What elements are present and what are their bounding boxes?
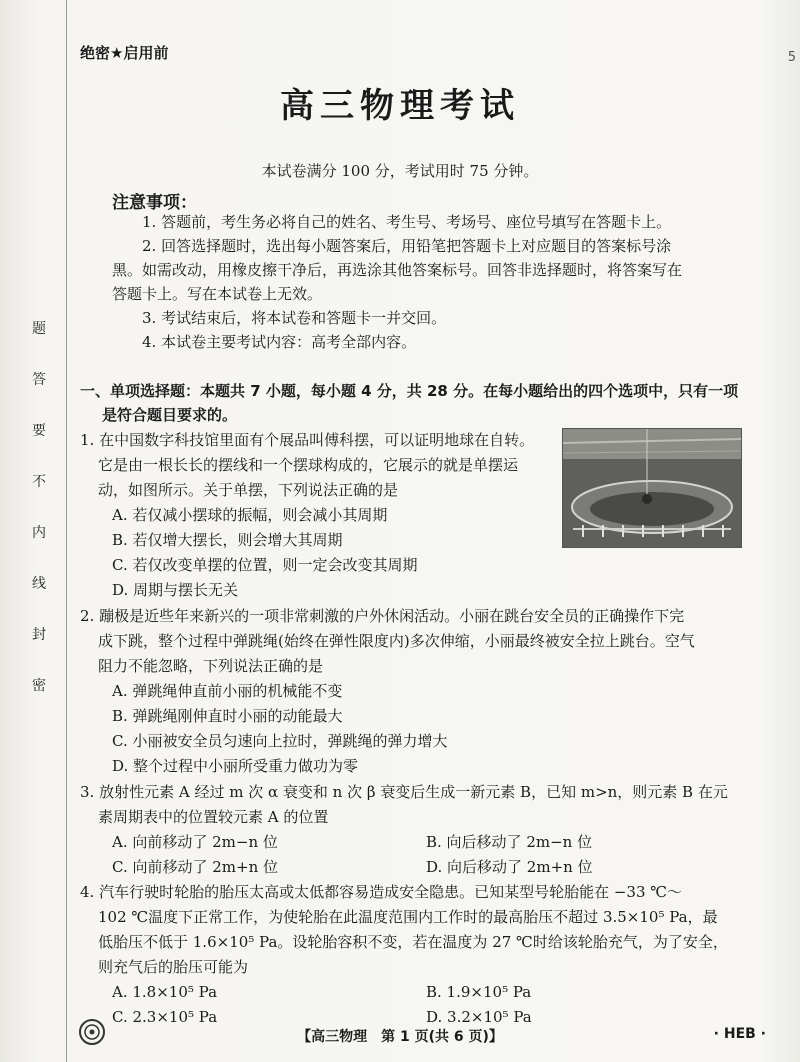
section-heading [80,379,760,427]
notes-heading: 注意事项： [112,193,197,213]
option: C. 向前移动了 2m+n 位 [112,858,279,876]
seal-char: 线 [32,576,46,592]
notes-block [112,210,712,354]
question-4 [80,880,770,1030]
option: C. 小丽被安全员匀速向上拉时，弹跳绳的弹力增大 [112,732,448,750]
note-line: 黑。如需改动，用橡皮擦干净后，再选涂其他答案标号。回答非选择题时，将答案写在 [112,261,683,279]
option: C. 2.3×10⁵ Pa [112,1008,218,1026]
question-3 [80,780,760,880]
question-stem: 4. 汽车行驶时轮胎的胎压太高或太低都容易造成安全隐患。已知某型号轮胎能在 −33 ℃～ [80,883,683,901]
exam-title: 高三物理考试 [280,86,520,126]
corner-page-number: 5 [787,50,796,65]
question-stem: 102 ℃温度下正常工作，为使轮胎在此温度范围内工作时的最高胎压不超过 3.5×10⁵ Pa，最 [98,908,718,926]
option: A. 1.8×10⁵ Pa [112,983,218,1001]
secret-label: 绝密★启用前 [80,44,169,62]
note-line: 4. 本试卷主要考试内容：高考全部内容。 [142,333,417,351]
question-stem: 动，如图所示。关于单摆，下列说法正确的是 [98,481,399,499]
option: B. 向后移动了 2m−n 位 [426,833,593,851]
note-line: 2. 回答选择题时，选出每小题答案后，用铅笔把答题卡上对应题目的答案标号涂 [142,237,672,255]
question-stem: 它是由一根长长的摆线和一个摆球构成的，它展示的就是单摆运 [98,456,519,474]
exam-subtitle: 本试卷满分 100 分，考试用时 75 分钟。 [261,162,539,180]
option: B. 若仅增大摆长，则会增大其周期 [112,531,343,549]
option: D. 整个过程中小丽所受重力做功为零 [112,757,359,775]
question-stem: 则充气后的胎压可能为 [98,958,249,976]
question-stem: 阻力不能忽略，下列说法正确的是 [98,657,324,675]
question-stem: 3. 放射性元素 A 经过 m 次 α 衰变和 n 次 β 衰变后生成一新元素 B，已知 m>n，则元素 B 在元 [80,783,728,801]
section-line: 一、单项选择题：本题共 7 小题，每小题 4 分，共 28 分。在每小题给出的四个选项中，只有一项 [80,382,739,400]
page-footer: 【高三物理 第 1 页(共 6 页)】 [297,1029,503,1045]
option: A. 向前移动了 2m−n 位 [112,833,278,851]
section-line: 是符合题目要求的。 [102,406,238,424]
note-line: 3. 考试结束后，将本试卷和答题卡一并交回。 [142,309,447,327]
seal-char: 不 [32,474,46,490]
option: D. 3.2×10⁵ Pa [426,1008,532,1026]
note-line: 答题卡上。写在本试卷上无效。 [112,285,323,303]
option: A. 弹跳绳伸直前小丽的机械能不变 [112,682,343,700]
question-1 [80,428,560,603]
seal-char: 内 [32,525,46,541]
question-stem: 成下跳，整个过程中弹跳绳(始终在弹性限度内)多次伸缩，小丽最终被安全拉上跳台。空气 [98,632,695,650]
question-stem: 2. 蹦极是近些年来新兴的一项非常刺激的户外休闲活动。小丽在跳台安全员的正确操作下完 [80,607,685,625]
seal-line-text [28,318,50,695]
question-2 [80,604,760,779]
question-stem: 低胎压不低于 1.6×10⁵ Pa。设轮胎容积不变，若在温度为 27 ℃时给该轮胎充气，为了安全， [98,933,728,951]
seal-char: 答 [32,372,46,388]
option: D. 向后移动了 2m+n 位 [426,858,593,876]
footer-code: · HEB · [713,1026,766,1042]
option: C. 若仅改变单摆的位置，则一定会改变其周期 [112,556,418,574]
option: A. 若仅减小摆球的振幅，则会减小其周期 [112,506,388,524]
seal-char: 要 [32,423,46,439]
option: D. 周期与摆长无关 [112,581,239,599]
note-line: 1. 答题前，考生务必将自己的姓名、考生号、考场号、座位号填写在答题卡上。 [142,213,672,231]
foucault-pendulum-photo [562,428,742,548]
question-stem: 1. 在中国数字科技馆里面有个展品叫傅科摆，可以证明地球在自转。 [80,431,535,449]
option: B. 1.9×10⁵ Pa [426,983,532,1001]
seal-char: 密 [32,678,46,694]
question-stem: 素周期表中的位置较元素 A 的位置 [98,808,329,826]
seal-char: 题 [32,321,46,337]
option: B. 弹跳绳刚伸直时小丽的动能最大 [112,707,343,725]
seal-char: 封 [32,627,46,643]
